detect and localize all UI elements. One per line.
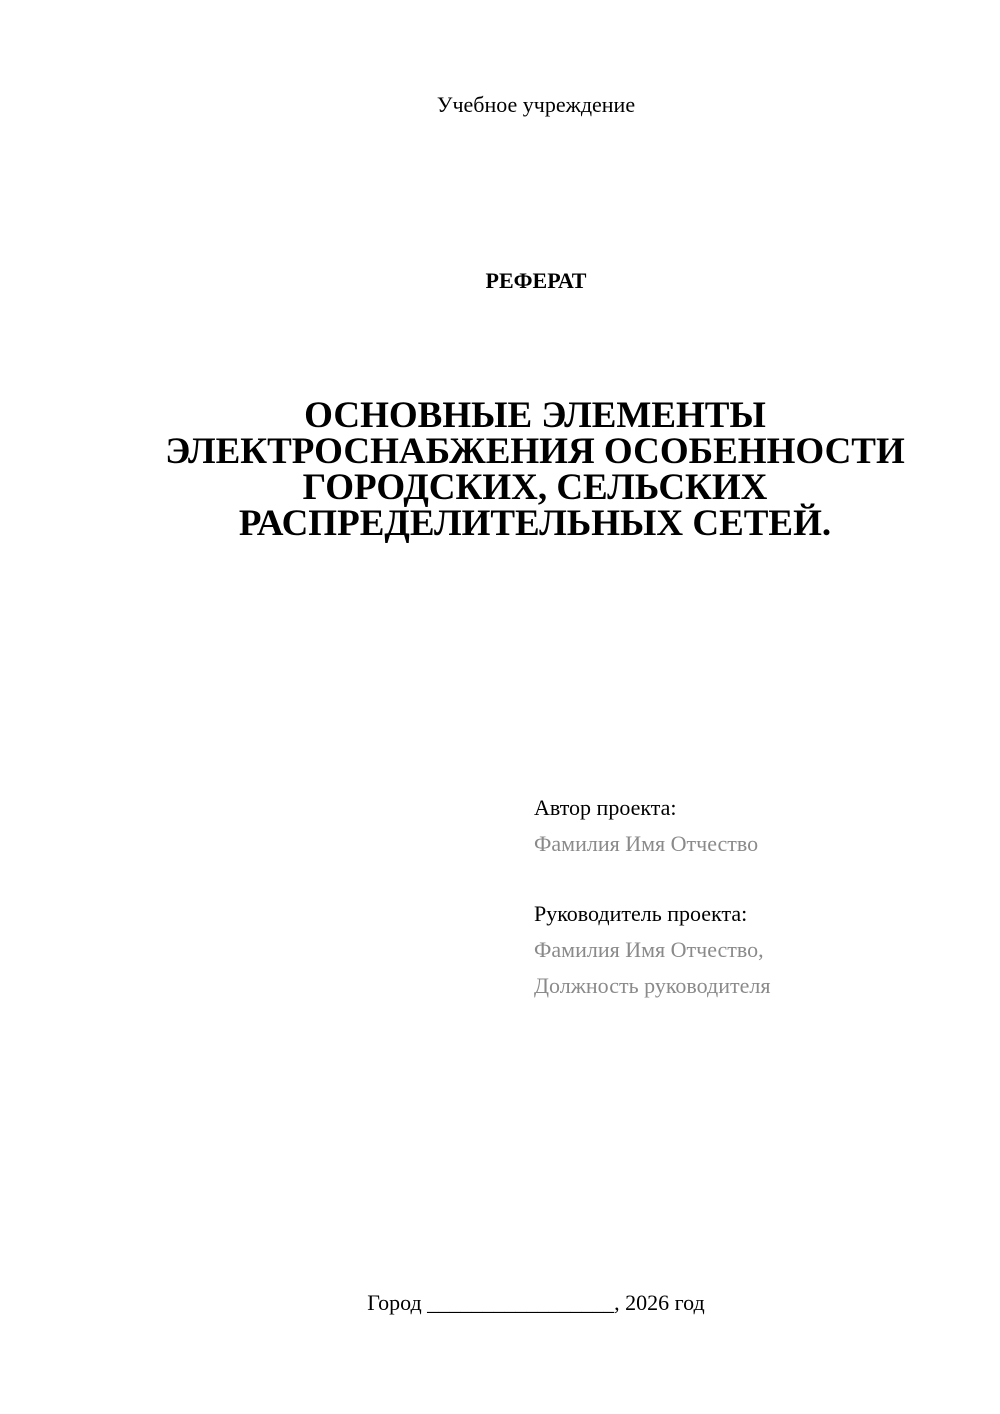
author-name: Фамилия Имя Отчество	[534, 831, 759, 856]
city-year-line: Город _________________, 2026 год	[367, 1290, 705, 1315]
supervisor-name: Фамилия Имя Отчество,	[534, 937, 764, 962]
supervisor-label: Руководитель проекта:	[534, 901, 748, 926]
title-line: ОСНОВНЫЕ ЭЛЕМЕНТЫ	[304, 395, 766, 436]
document-title	[100, 395, 970, 544]
document-type: РЕФЕРАТ	[485, 268, 587, 293]
title-line: РАСПРЕДЕЛИТЕЛЬНЫХ СЕТЕЙ.	[238, 503, 832, 544]
supervisor-position: Должность руководителя	[534, 973, 771, 998]
title-line: ЭЛЕКТРОСНАБЖЕНИЯ ОСОБЕННОСТИ	[165, 431, 905, 472]
title-line: ГОРОДСКИХ, СЕЛЬСКИХ	[302, 467, 768, 508]
institution-name: Учебное учреждение	[436, 92, 636, 117]
author-label: Автор проекта:	[534, 795, 677, 820]
project-info	[534, 790, 770, 1004]
